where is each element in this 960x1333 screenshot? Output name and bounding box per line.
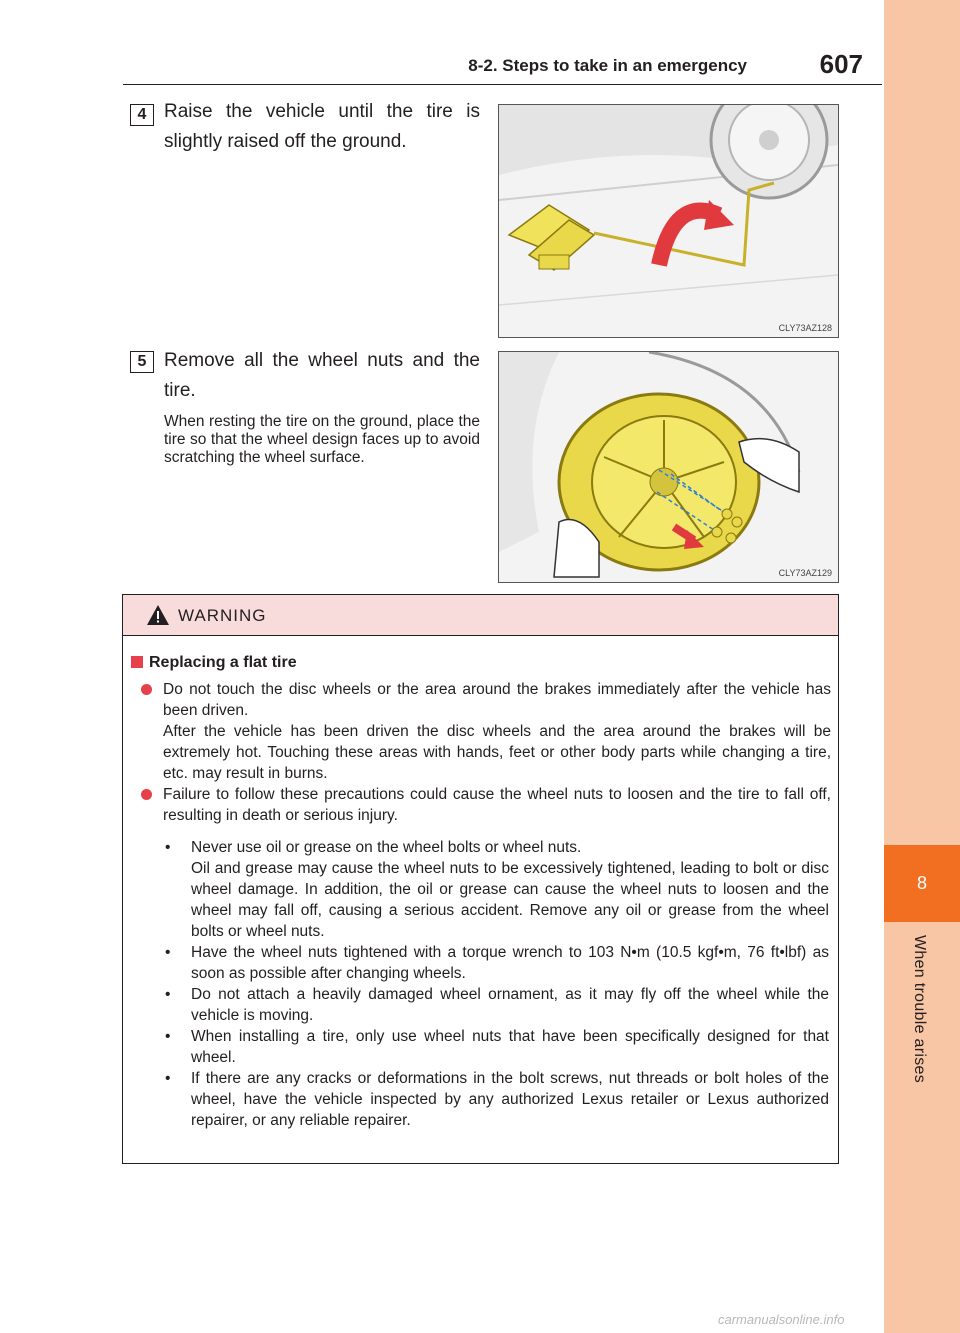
subitem-text: Do not attach a heavily damaged wheel ornament, as it may fly off the wheel while the vehicle is moving. bbox=[191, 986, 829, 1024]
subitem-marker: • bbox=[165, 839, 171, 856]
figure-code: CLY73AZ129 bbox=[778, 568, 832, 578]
warning-subitem bbox=[161, 837, 829, 942]
subitem-text: Never use oil or grease on the wheel bolts or wheel nuts. bbox=[191, 839, 582, 856]
header-divider bbox=[123, 84, 882, 85]
warning-subheading bbox=[131, 652, 297, 673]
warning-subitem bbox=[161, 942, 829, 984]
chapter-title: When trouble arises bbox=[911, 935, 928, 1083]
step-5-number: 5 bbox=[130, 351, 154, 373]
bullet-text: After the vehicle has been driven the disc wheels and the area around the brakes will be extremely hot. Touching these areas with hands, feet or other body parts while changing a tire, etc. may result in burns. bbox=[163, 723, 831, 782]
subitem-text: If there are any cracks or deformations in the bolt screws, nut threads or bolt holes of the wheel, have the vehicle inspected by any authorized Lexus retailer or Lexus authorized repairer, or any reliable repairer. bbox=[191, 1070, 829, 1129]
figure-jack-raise bbox=[498, 104, 839, 338]
chapter-number-box bbox=[884, 845, 960, 922]
warning-subitem bbox=[161, 984, 829, 1026]
red-bullet-icon bbox=[141, 789, 152, 800]
subitem-text: Have the wheel nuts tightened with a torque wrench to 103 N•m (10.5 kgf•m, 76 ft•lbf) as soon as possible after changing wheels. bbox=[191, 944, 829, 982]
subitem-text: When installing a tire, only use wheel nuts that have been specifically designed for that wheel. bbox=[191, 1028, 829, 1066]
warning-bullet bbox=[141, 784, 831, 826]
warning-box bbox=[122, 594, 839, 1164]
subitem-marker: • bbox=[165, 1070, 171, 1087]
subheading-text: Replacing a flat tire bbox=[149, 654, 297, 671]
subitem-marker: • bbox=[165, 986, 171, 1003]
jack-illustration bbox=[499, 105, 838, 337]
watermark: carmanualsonline.info bbox=[718, 1312, 845, 1327]
step-5-text: Remove all the wheel nuts and the tire. bbox=[164, 350, 480, 401]
page-header bbox=[123, 49, 873, 82]
tire-illustration bbox=[499, 352, 838, 582]
subitem-text: Oil and grease may cause the wheel nuts to be excessively tightened, leading to bolt or disc wheel damage. In addition, the oil or grease can cause the wheel nuts to loosen and the wheel may fall off, causing a serious accident. Remove any oil or grease from the wheel bolts or wheel nuts. bbox=[191, 860, 829, 940]
warning-body bbox=[123, 636, 838, 1163]
step-5-note: When resting the tire on the ground, place the tire so that the wheel design faces up to avoid scratching the wheel surface. bbox=[164, 413, 480, 466]
figure-tire-removal bbox=[498, 351, 839, 583]
warning-header bbox=[123, 595, 838, 636]
step-4-text: Raise the vehicle until the tire is slightly raised off the ground. bbox=[164, 101, 480, 152]
subitem-marker: • bbox=[165, 1028, 171, 1045]
step-4-number: 4 bbox=[130, 104, 154, 126]
page-number: 607 bbox=[819, 49, 863, 79]
red-bullet-icon bbox=[141, 684, 152, 695]
warning-triangle-icon bbox=[146, 604, 170, 626]
warning-title: WARNING bbox=[178, 606, 267, 625]
chapter-side-tab bbox=[884, 0, 960, 1333]
warning-subitem bbox=[161, 1026, 829, 1068]
red-square-icon bbox=[131, 656, 143, 668]
bullet-text: Failure to follow these precautions could cause the wheel nuts to loosen and the tire to fall off, resulting in death or serious injury. bbox=[163, 786, 831, 824]
bullet-text: Do not touch the disc wheels or the area around the brakes immediately after the vehicle has been driven. bbox=[163, 681, 831, 719]
warning-subitem bbox=[161, 1068, 829, 1131]
subitem-marker: • bbox=[165, 944, 171, 961]
chapter-number: 8 bbox=[916, 873, 927, 893]
section-title: 8-2. Steps to take in an emergency bbox=[468, 56, 747, 75]
warning-bullet bbox=[141, 679, 831, 784]
figure-code: CLY73AZ128 bbox=[778, 323, 832, 333]
